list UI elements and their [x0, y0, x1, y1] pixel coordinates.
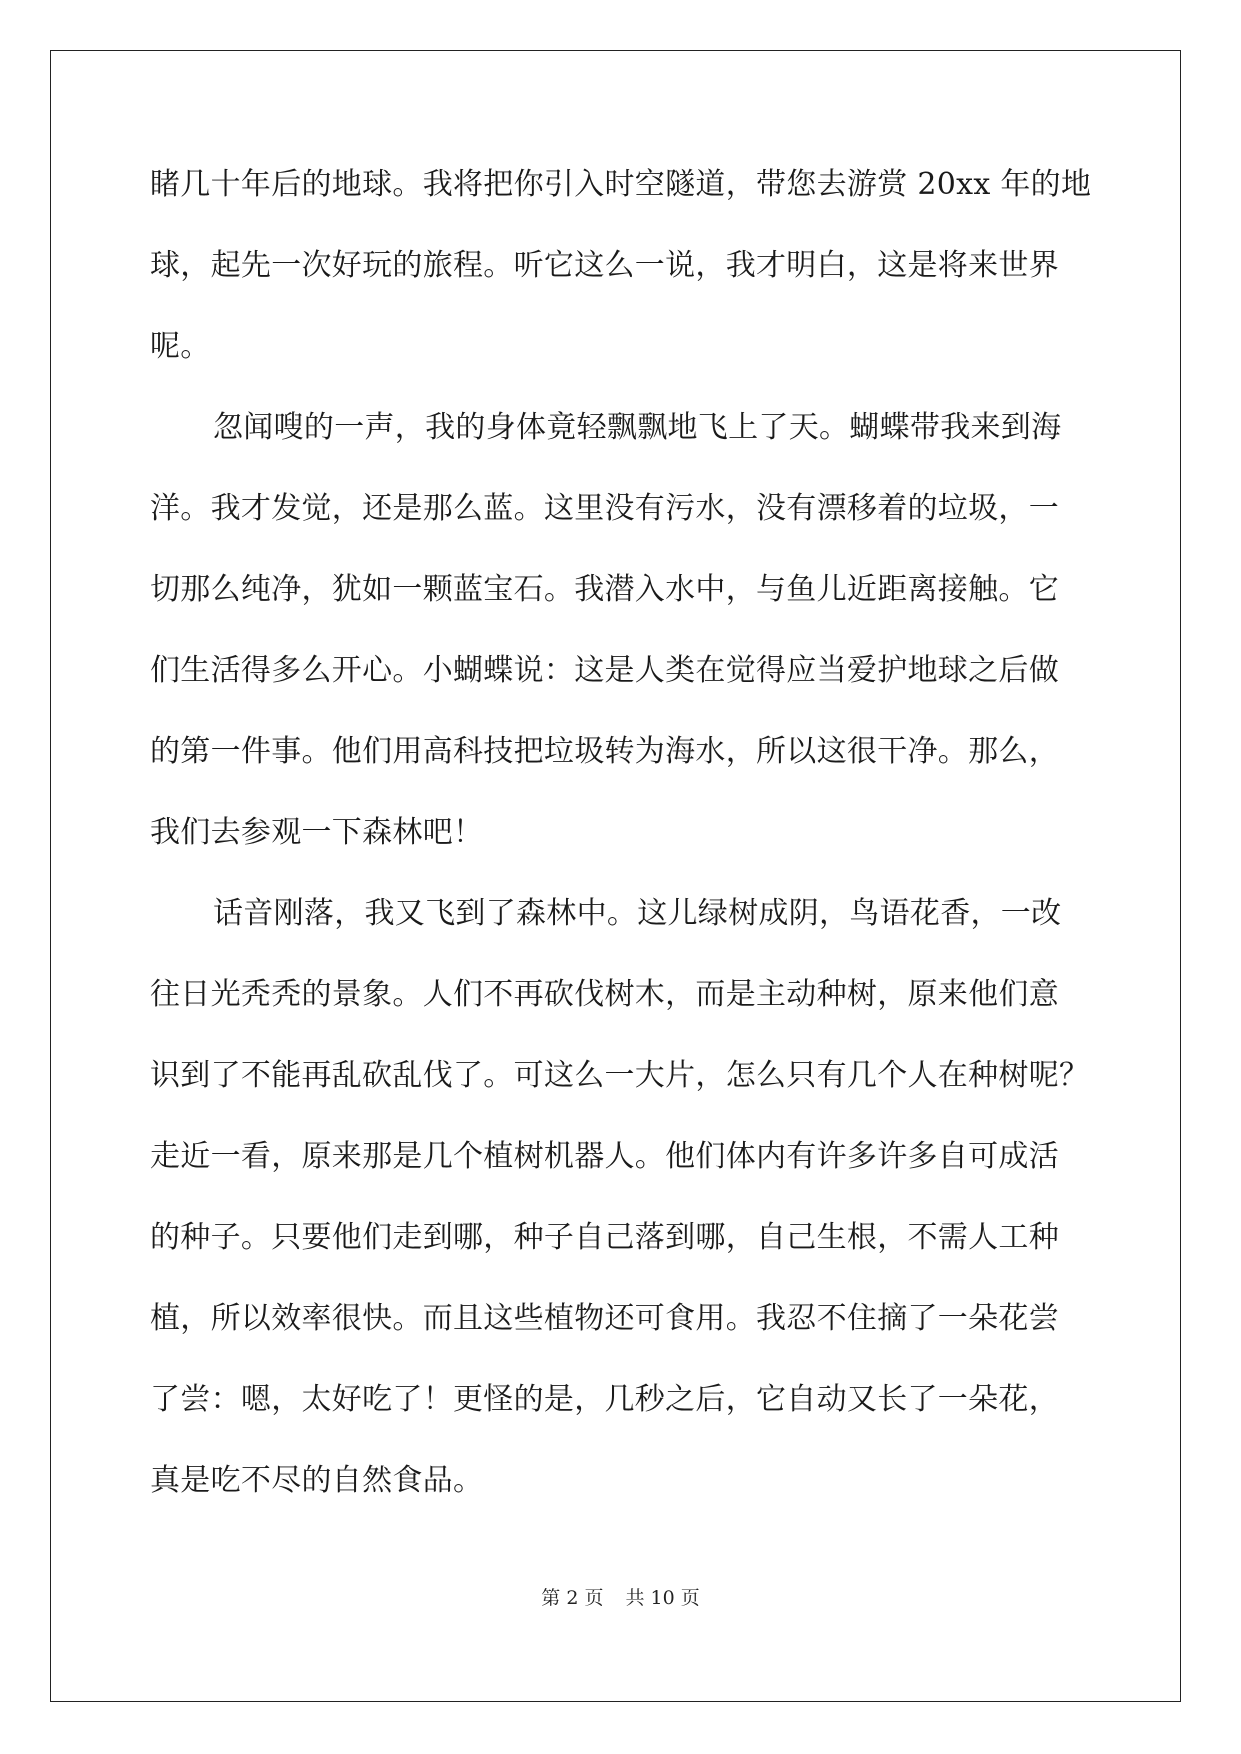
page-number: 第 2 页 [541, 1587, 604, 1609]
text-line: 球，起先一次好玩的旅程。听它这么一说，我才明白，这是将来世界 [150, 248, 1059, 283]
page-total: 共 10 页 [625, 1587, 700, 1609]
text-line: 切那么纯净，犹如一颗蓝宝石。我潜入水中，与鱼儿近距离接触。它 [150, 572, 1059, 607]
text-line: 真是吃不尽的自然食品。 [150, 1463, 484, 1498]
text-line: 植，所以效率很快。而且这些植物还可食用。我忍不住摘了一朵花尝 [150, 1301, 1059, 1336]
paragraph-2 [150, 403, 1090, 889]
text-line: 洋。我才发觉，还是那么蓝。这里没有污水，没有漂移着的垃圾，一 [150, 491, 1059, 526]
page-footer [0, 1583, 1241, 1610]
text-line: 的第一件事。他们用高科技把垃圾转为海水，所以这很干净。那么， [150, 734, 1059, 769]
paragraph-1 [150, 160, 1090, 403]
paragraph-3 [150, 889, 1090, 1537]
text-line: 往日光秃秃的景象。人们不再砍伐树木，而是主动种树，原来他们意 [150, 977, 1059, 1012]
text-line: 呢。 [150, 329, 211, 364]
text-line: 走近一看，原来那是几个植树机器人。他们体内有许多许多自可成活 [150, 1139, 1059, 1174]
text-line: 了尝：嗯，太好吃了！更怪的是，几秒之后，它自动又长了一朵花， [150, 1382, 1059, 1417]
text-line: 话音刚落，我又飞到了森林中。这儿绿树成阴，鸟语花香，一改 [213, 896, 1062, 931]
text-line: 我们去参观一下森林吧！ [150, 815, 484, 850]
text-line: 们生活得多么开心。小蝴蝶说：这是人类在觉得应当爱护地球之后做 [150, 653, 1059, 688]
text-line: 睹几十年后的地球。我将把你引入时空隧道，带您去游赏 20xx 年的地 [150, 167, 1092, 202]
document-body [150, 160, 1090, 1537]
text-line: 识到了不能再乱砍乱伐了。可这么一大片，怎么只有几个人在种树呢？ [150, 1058, 1090, 1093]
text-line: 的种子。只要他们走到哪，种子自己落到哪，自己生根，不需人工种 [150, 1220, 1059, 1255]
text-line: 忽闻嗖的一声，我的身体竟轻飘飘地飞上了天。蝴蝶带我来到海 [213, 410, 1062, 445]
